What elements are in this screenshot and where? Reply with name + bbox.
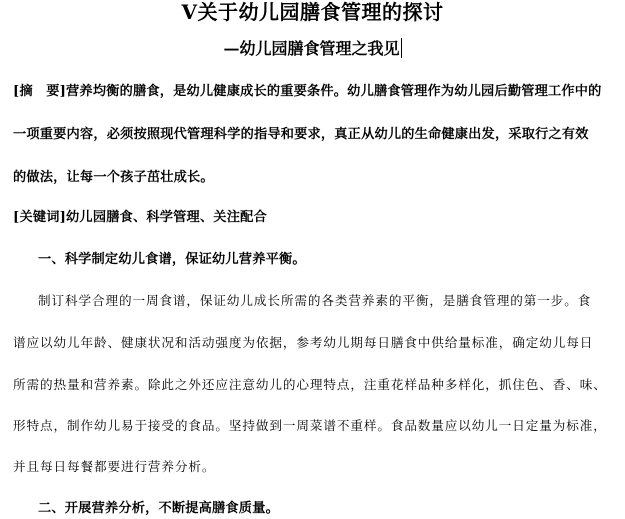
- keywords-line: [关键词]幼儿园膳食、科学管理、关注配合: [13, 210, 267, 225]
- section1-body-line-5: 并且每日每餐都要进行营养分析。: [13, 459, 216, 474]
- abstract-line-3: 的做法，让每一个孩子茁壮成长。: [13, 170, 214, 185]
- section1-body-line-2: 谱应以幼儿年龄、健康状况和活动强度为依据，参考幼儿期每日膳食中供给量标准，确定幼儿每日: [13, 335, 594, 350]
- section1-heading: 一、科学制定幼儿食谱，保证幼儿营养平衡。: [38, 252, 306, 267]
- section1-body-line-3: 所需的热量和营养素。除此之外还应注意幼儿的心理特点，注重花样品种多样化，抓住色、香、味、: [13, 377, 607, 392]
- abstract-line-2: 一项重要内容，必须按照现代管理科学的指导和要求，真正从幼儿的生命健康出发，采取行之有效: [13, 127, 589, 142]
- section1-body-line-4: 形特点，制作幼儿易于接受的食品。坚持做到一周菜谱不重样。食品数量应以幼儿一日定量为标准，: [13, 418, 607, 433]
- abstract-line-1: [摘 要]营养均衡的膳食，是幼儿健康成长的重要条件。幼儿膳食管理作为幼儿园后勤管理工作中的: [13, 84, 602, 99]
- subtitle-text: —幼儿园膳食管理之我见: [223, 39, 400, 58]
- document-title: Ⅴ关于幼儿园膳食管理的探讨: [181, 0, 444, 24]
- section2-heading: 二、开展营养分析，不断提高膳食质量。: [38, 501, 279, 516]
- section1-body-line-1: 制订科学合理的一周食谱，保证幼儿成长所需的各类营养素的平衡，是膳食管理的第一步。食: [38, 293, 592, 308]
- text-cursor: [401, 38, 402, 58]
- document-subtitle: [0, 36, 625, 59]
